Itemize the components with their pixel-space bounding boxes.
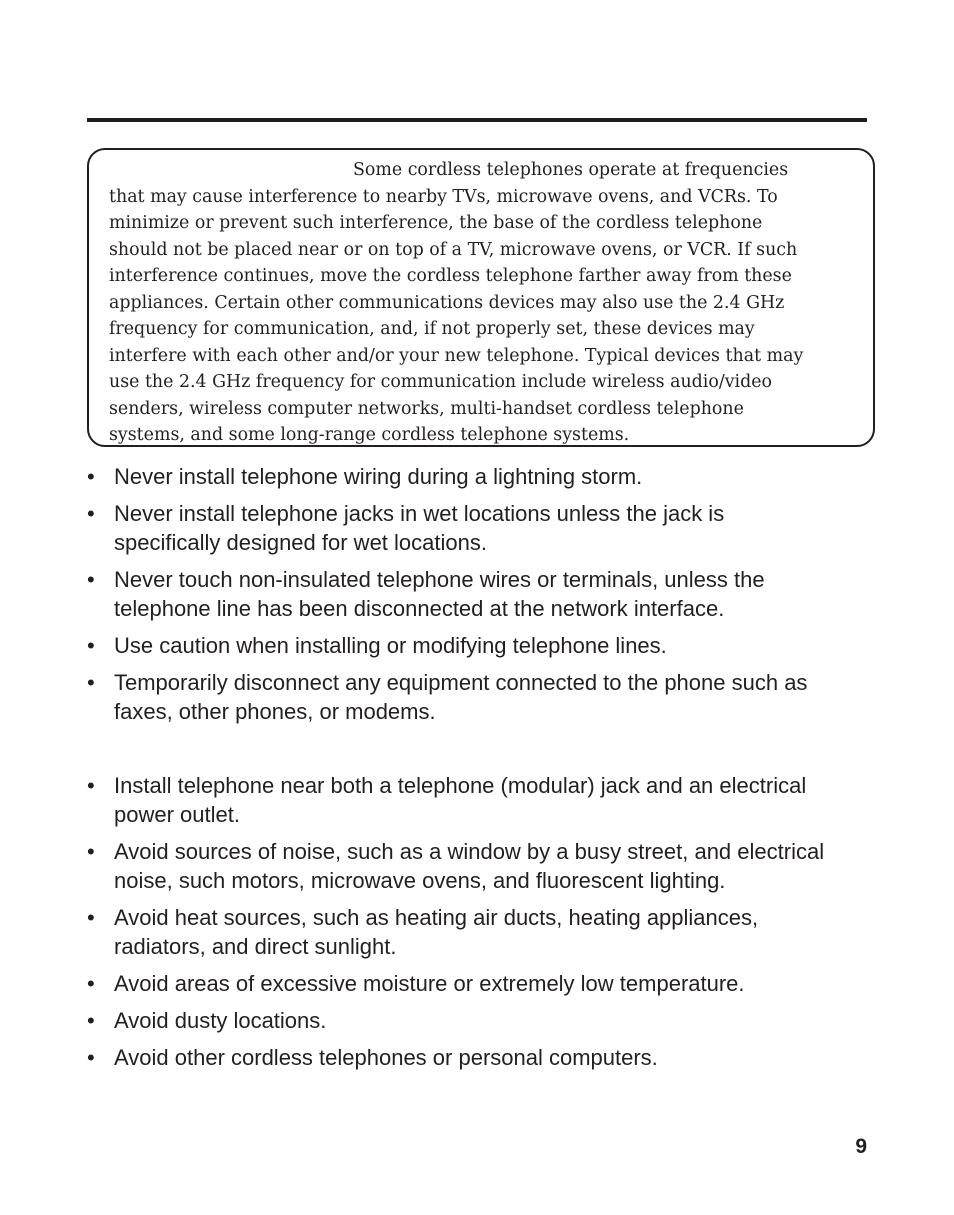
list-item-text: radiators, and direct sunlight. <box>114 934 397 959</box>
list-item-text: • Avoid dusty locations. <box>114 1008 327 1033</box>
list-item <box>87 668 807 726</box>
list-item <box>87 565 807 623</box>
list-item-text: • Never install telephone wiring during a lightning storm. <box>114 464 643 489</box>
list-item-text: • Avoid areas of excessive moisture or extremely low temperature. <box>114 971 745 996</box>
list-item-text: • Avoid other cordless telephones or personal computers. <box>114 1045 658 1070</box>
note-line: Some cordless telephones operate at frequencies <box>353 160 789 180</box>
list-item-text: • Never touch non-insulated telephone wires or terminals, unless the <box>114 567 765 592</box>
note-line: systems, and some long-range cordless telephone systems. <box>109 425 630 445</box>
list-item-text: • Install telephone near both a telephone (modular) jack and an electrical <box>114 773 807 798</box>
list-item-text: faxes, other phones, or modems. <box>114 699 436 724</box>
note-line: interference continues, move the cordless telephone farther away from these <box>109 266 792 286</box>
note-line: use the 2.4 GHz frequency for communication include wireless audio/video <box>109 372 772 392</box>
section-divider-rule <box>87 118 867 122</box>
interference-note-box <box>87 148 875 447</box>
note-line: should not be placed near or on top of a TV, microwave ovens, or VCR. If such <box>109 239 798 260</box>
list-item-text: telephone line has been disconnected at the network interface. <box>114 596 725 621</box>
note-line: that may cause interference to nearby TVs, microwave ovens, and VCRs. To <box>109 186 778 207</box>
list-item-text: noise, such motors, microwave ovens, and fluorescent lighting. <box>114 868 726 893</box>
list-item-text: • Use caution when installing or modifying telephone lines. <box>114 633 667 658</box>
list-item <box>87 462 807 491</box>
list-item <box>87 1043 824 1072</box>
list-item <box>87 1006 824 1035</box>
list-item-text: • Temporarily disconnect any equipment connected to the phone such as <box>114 670 808 695</box>
list-item <box>87 903 824 961</box>
list-item <box>87 499 807 557</box>
list-item <box>87 969 824 998</box>
location-guidelines-list <box>87 771 824 1080</box>
note-line: minimize or prevent such interference, the base of the cordless telephone <box>109 213 763 233</box>
note-line: frequency for communication, and, if not properly set, these devices may <box>109 319 755 339</box>
note-line: senders, wireless computer networks, multi-handset cordless telephone <box>109 398 744 419</box>
list-item <box>87 771 824 829</box>
list-item-text: specifically designed for wet locations. <box>114 530 487 555</box>
list-item-text: • Never install telephone jacks in wet locations unless the jack is <box>114 501 725 526</box>
list-item-text: • Avoid sources of noise, such as a window by a busy street, and electrical <box>114 839 825 864</box>
installation-precautions-list <box>87 462 807 734</box>
page-number: 9 <box>855 1135 867 1158</box>
list-item-text: • Avoid heat sources, such as heating air ducts, heating appliances, <box>114 905 759 930</box>
list-item-text: power outlet. <box>114 802 240 827</box>
list-item <box>87 631 807 660</box>
list-item <box>87 837 824 895</box>
note-line: appliances. Certain other communications devices may also use the 2.4 GHz <box>109 292 785 313</box>
note-line: interfere with each other and/or your new telephone. Typical devices that may <box>109 345 804 366</box>
